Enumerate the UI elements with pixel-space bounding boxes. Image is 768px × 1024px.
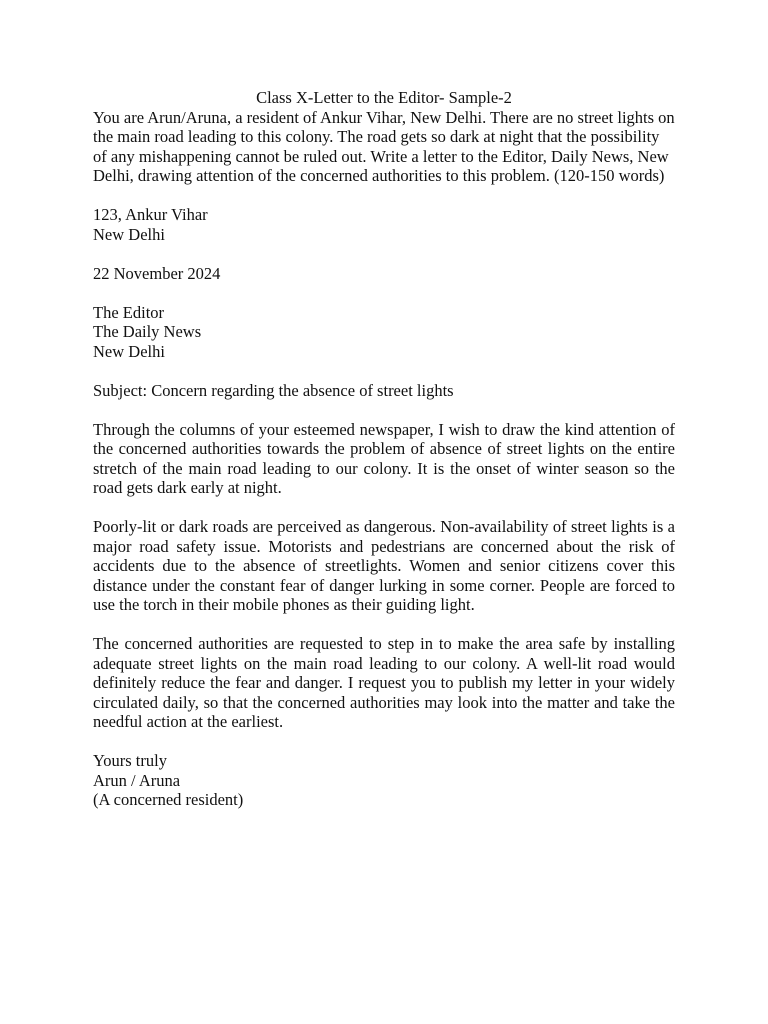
letter-closing	[93, 751, 675, 810]
recipient-line: The Daily News	[93, 322, 202, 341]
recipient-line: The Editor	[93, 302, 165, 322]
sender-address-line: 123, Ankur Vihar	[93, 205, 208, 224]
document-title: Class X-Letter to the Editor- Sample-2	[256, 88, 512, 107]
signature-name: Arun / Aruna	[93, 770, 181, 790]
letter-subject: Subject: Concern regarding the absence of street lights	[93, 380, 454, 400]
body-paragraph-3: The concerned authorities are requested to step in to make the area safe by installing adequate street lights on the main road leading to our colony. A well-lit road would definitely reduce the fear and danger. I request you to publish my letter in your widely circulated daily, so that the concerned authorities may look into the matter and take the needful action at the earliest.	[93, 634, 675, 731]
sender-address-line: New Delhi	[93, 224, 165, 244]
closing-line: Yours truly	[93, 751, 167, 770]
signature-designation: (A concerned resident)	[93, 790, 244, 809]
letter-page	[93, 88, 675, 810]
body-paragraph-2: Poorly-lit or dark roads are perceived as dangerous. Non-availability of street lights is a major road safety issue. Motorists and pedestrians are concerned about the risk of accidents due to the absence of streetlights. Women and senior citizens cover this distance under the constant fear of danger lurking in some corner. People are forced to use the torch in their mobile phones as their guiding light.	[93, 517, 675, 614]
body-paragraph-1: Through the columns of your esteemed newspaper, I wish to draw the kind attention of the concerned authorities towards the problem of absence of street lights on the entire stretch of the main road leading to our colony. It is the onset of winter season so the road gets dark early at night.	[93, 419, 675, 497]
sender-address	[93, 205, 675, 244]
letter-date: 22 November 2024	[93, 263, 221, 283]
question-prompt: You are Arun/Aruna, a resident of Ankur Vihar, New Delhi. There are no street lights on the main road leading to this colony. The road gets so dark at night that the possibility of any mishappening cannot be ruled out. Write a letter to the Editor, Daily News, New Delhi, drawing attention of the concerned authorities to this problem. (120-150 words)	[93, 107, 675, 185]
recipient-address	[93, 303, 675, 362]
recipient-line: New Delhi	[93, 341, 165, 361]
